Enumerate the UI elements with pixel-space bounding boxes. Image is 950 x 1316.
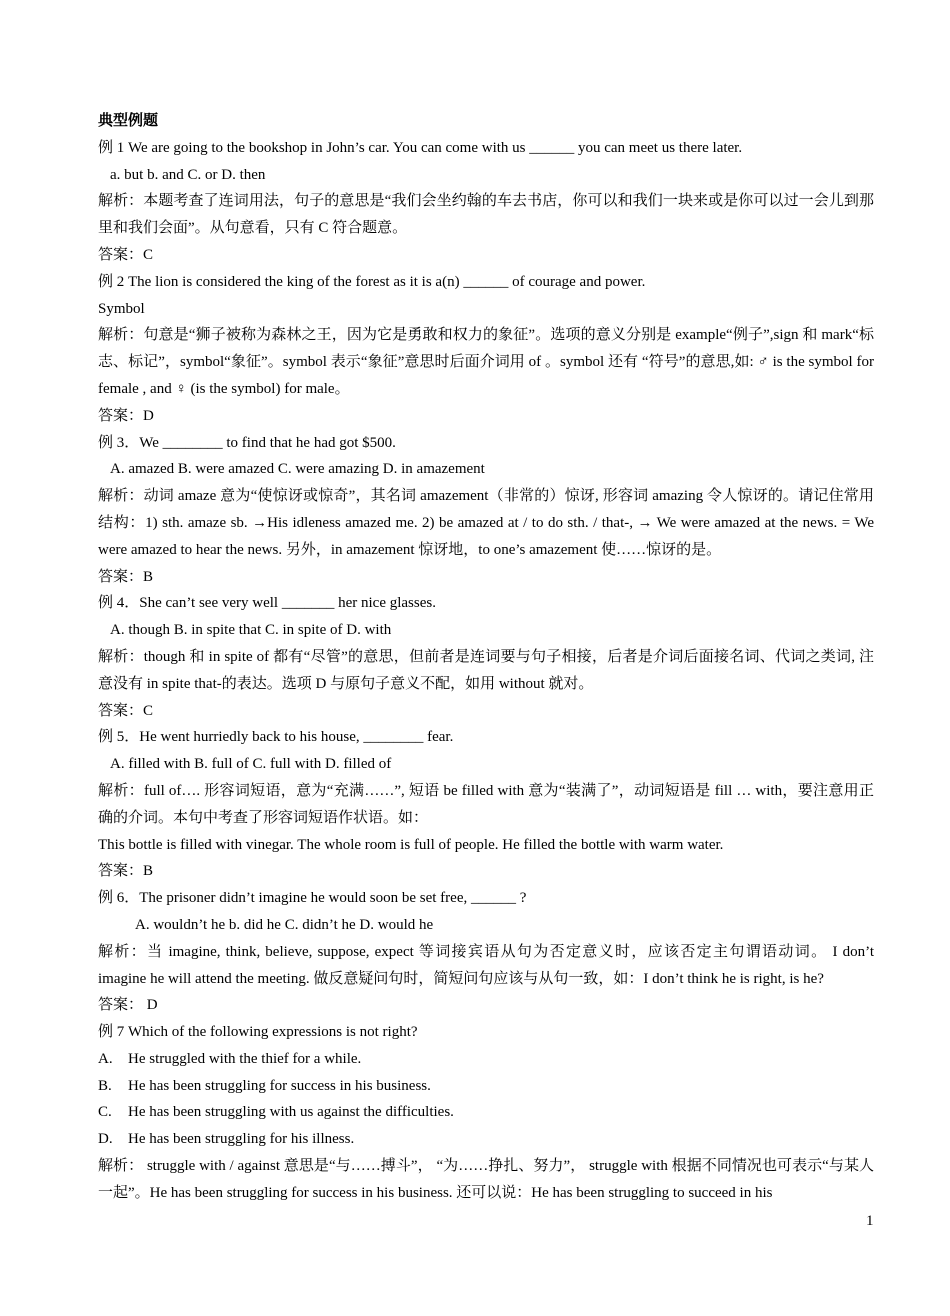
- option-text: He struggled with the thief for a while.: [128, 1050, 362, 1067]
- question-3-stem: 例 3．We ________ to find that he had got $500.: [98, 434, 396, 451]
- question-3-answer: 答案：B: [98, 568, 154, 585]
- question-5-stem: 例 5．He went hurriedly back to his house, ________ fear.: [98, 729, 454, 746]
- question-2-stem: 例 2 The lion is considered the king of the forest as it is a(n) ______ of courage and power.: [98, 273, 646, 290]
- question-6-stem: 例 6．The prisoner didn’t imagine he would soon be set free, ______ ?: [98, 890, 527, 907]
- question-4-analysis: 解析：though 和 in spite of 都有“尽管”的意思，但前者是连词要与句子相接，后者是介词后面接名词、代词之类词, 注意没有 in spite that-的表达。选项 D 与原句子意义不配，如用 without 就对。: [98, 648, 874, 692]
- option-letter: B.: [98, 1077, 112, 1094]
- option-text: He has been struggling for his illness.: [128, 1131, 355, 1148]
- question-7-stem: 例 7 Which of the following expressions is not right?: [98, 1024, 418, 1041]
- option-text: He has been struggling with us against the difficulties.: [128, 1104, 454, 1121]
- option-letter: A.: [98, 1050, 113, 1067]
- question-5-analysis: 解析：full of…. 形容词短语，意为“充满……”, 短语 be filled with 意为“装满了”，动词短语是 fill … with，要注意用正确的介词。本句中考查了形容词短语作状语。如：: [98, 782, 874, 826]
- question-1-options: a. but b. and C. or D. then: [110, 166, 266, 183]
- question-1-analysis: 解析：本题考查了连词用法，句子的意思是“我们会坐约翰的车去书店，你可以和我们一块来或是你可以过一会儿到那里和我们会面”。从句意看，只有 C 符合题意。: [98, 193, 874, 237]
- option-letter: D.: [98, 1131, 113, 1148]
- question-2-analysis: 解析：句意是“狮子被称为森林之王，因为它是勇敢和权力的象征”。选项的意义分别是 example“例子”,sign 和 mark“标志、标记”，symbol“象征”。symbol 表示“象征”意思时后面介词用 of 。symbol 还有 “符号”的意思,如: ♂ is the symbol for female , and ♀ (is the symbol) for male。: [98, 327, 874, 397]
- question-4-options: A. though B. in spite that C. in spite of D. with: [110, 622, 392, 639]
- option-text: He has been struggling for success in his business.: [128, 1077, 431, 1094]
- question-4-stem: 例 4．She can’t see very well _______ her nice glasses.: [98, 595, 436, 612]
- question-2-options: Symbol: [98, 300, 145, 317]
- question-3-options: A. amazed B. were amazed C. were amazing D. in amazement: [110, 461, 485, 478]
- question-7-option-c: [98, 1099, 874, 1126]
- question-5-example: This bottle is filled with vinegar. The whole room is full of people. He filled the bottle with warm water.: [98, 836, 724, 853]
- question-4-answer: 答案：C: [98, 702, 154, 719]
- question-7-option-a: [98, 1046, 874, 1073]
- question-1-stem: 例 1 We are going to the bookshop in John’s car. You can come with us ______ you can meet us there later.: [98, 139, 743, 156]
- question-7-analysis: 解析： struggle with / against 意思是“与……搏斗”， “为……挣扎、努力”， struggle with 根据不同情况也可表示“与某人一起”。He has been struggling for success in his business. 还可以说：He has been struggling to succeed in his: [98, 1158, 874, 1201]
- question-3-analysis: 解析：动词 amaze 意为“使惊讶或惊奇”，其名词 amazement（非常的）惊讶, 形容词 amazing 令人惊讶的。请记住常用结构：1) sth. amaze sb. →His idleness amazed me. 2) be amazed at / to do sth. / that-, → We were amazed at the news. = We were amazed to hear the news. 另外，in amazement 惊讶地，to one’s amazement 使……惊讶的是。: [98, 488, 874, 558]
- question-2-answer: 答案：D: [98, 407, 154, 424]
- page-number: 1: [866, 1213, 874, 1229]
- option-letter: C.: [98, 1104, 112, 1121]
- question-6-options: A. wouldn’t he b. did he C. didn’t he D. would he: [135, 916, 434, 933]
- question-7-option-b: [98, 1073, 874, 1100]
- section-heading: 典型例题: [98, 113, 159, 129]
- question-7-option-d: [98, 1126, 874, 1153]
- question-5-answer: 答案：B: [98, 863, 154, 880]
- document-page: [98, 108, 874, 1207]
- question-6-answer: 答案： D: [98, 997, 158, 1014]
- question-1-answer: 答案：C: [98, 246, 154, 263]
- question-5-options: A. filled with B. full of C. full with D. filled of: [110, 756, 392, 773]
- question-6-analysis: 解析：当 imagine, think, believe, suppose, expect 等词接宾语从句为否定意义时，应该否定主句谓语动词。 I don’t imagine he will attend the meeting. 做反意疑问句时，简短问句应该与从句一致，如：I don’t think he is right, is he?: [98, 943, 874, 987]
